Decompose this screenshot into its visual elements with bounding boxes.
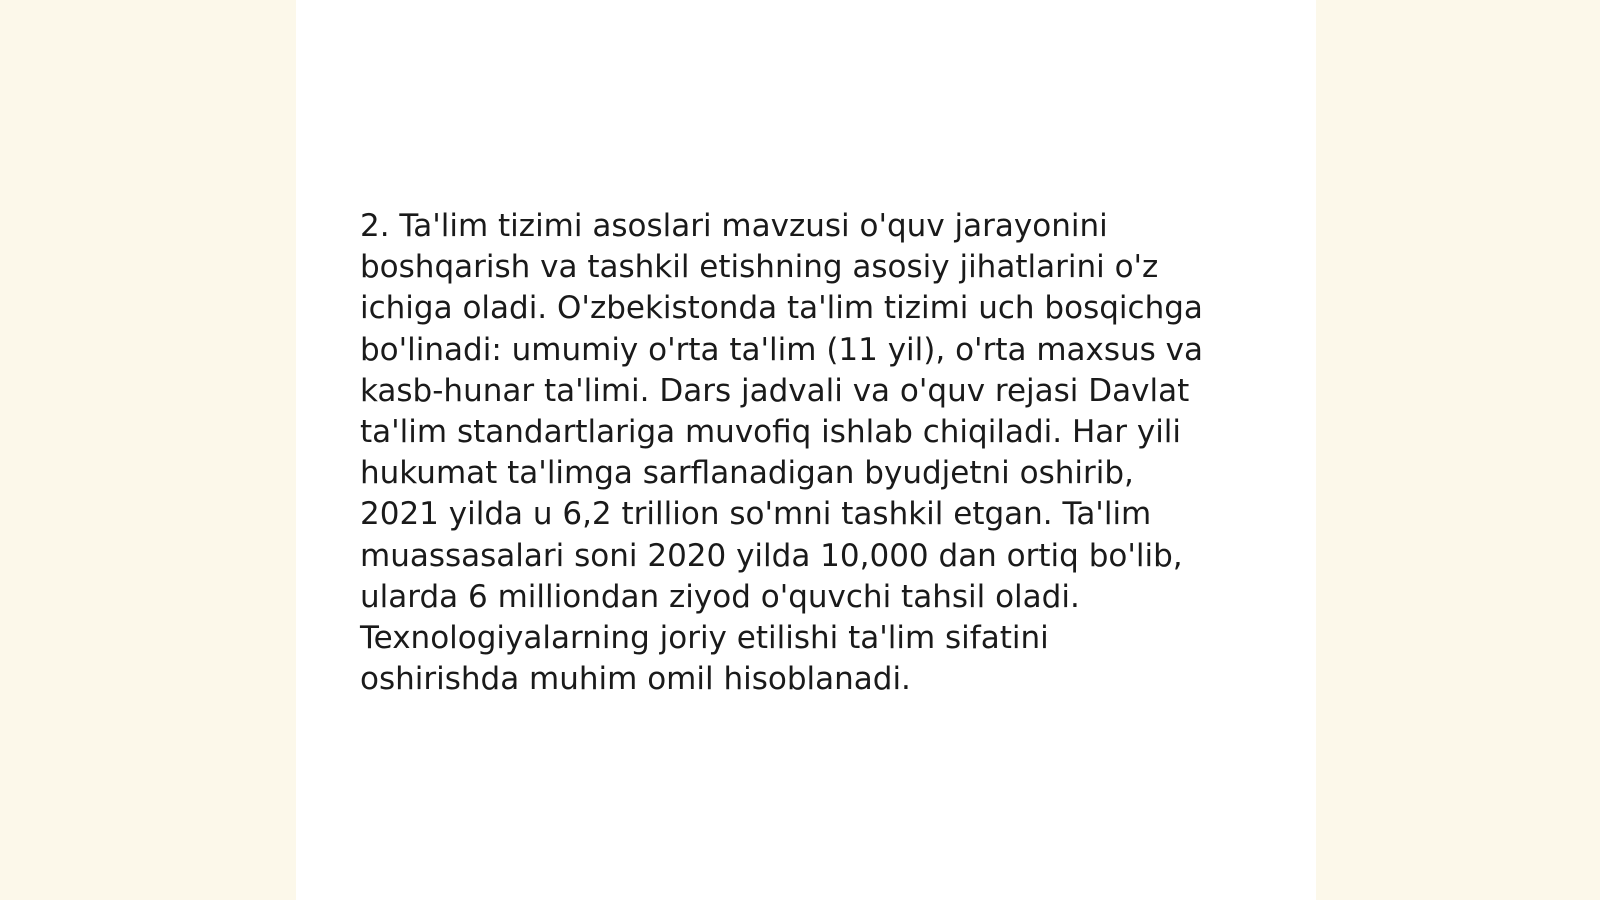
paragraph-line: kasb-hunar ta'limi. Dars jadvali va o'quv rejasi Davlat: [360, 372, 1190, 409]
paragraph-line: bo'linadi: umumiy o'rta ta'lim (11 yil), o'rta maxsus va: [360, 331, 1204, 368]
body-paragraph: [360, 206, 1260, 700]
paragraph-line: ichiga oladi. O'zbekistonda ta'lim tizimi uch bosqichga: [360, 290, 1203, 327]
paragraph-line: 2021 yilda u 6,2 trillion so'mni tashkil etgan. Ta'lim: [360, 496, 1152, 533]
paragraph-line: boshqarish va tashkil etishning asosiy jihatlarini o'z: [360, 249, 1159, 286]
paragraph-line: muassasalari soni 2020 yilda 10,000 dan ortiq bo'lib,: [360, 537, 1183, 574]
document-page: [296, 0, 1316, 900]
paragraph-line: 2. Ta'lim tizimi asoslari mavzusi o'quv jarayonini: [360, 208, 1108, 244]
paragraph-line: ularda 6 milliondan ziyod o'quvchi tahsil oladi.: [360, 578, 1080, 615]
paragraph-line: Texnologiyalarning joriy etilishi ta'lim sifatini: [360, 620, 1049, 657]
paragraph-line: hukumat ta'limga sarflanadigan byudjetni oshirib,: [360, 455, 1134, 492]
paragraph-line: ta'lim standartlariga muvofiq ishlab chiqiladi. Har yili: [360, 414, 1182, 451]
paragraph-line: oshirishda muhim omil hisoblanadi.: [360, 661, 911, 698]
